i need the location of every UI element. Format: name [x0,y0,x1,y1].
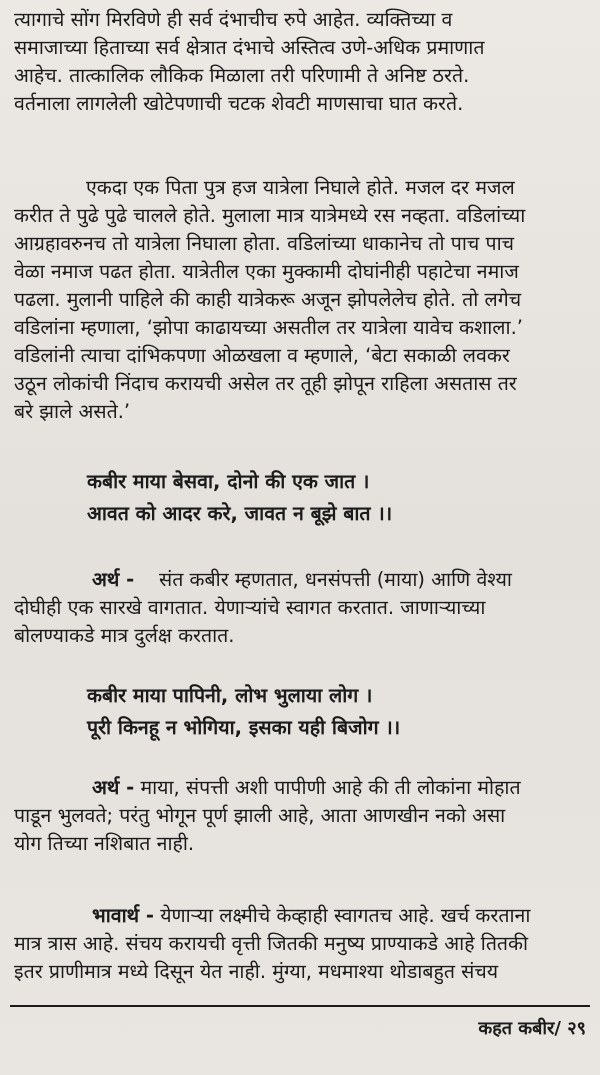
text-line [14,566,588,594]
text-line: आहेच. तात्कालिक लौकिक मिळाला तरी परिणामी ते अनिष्ट ठरते. [14,64,470,87]
meaning-term: अर्थ - [92,568,135,591]
paragraph-story [14,174,588,426]
couplet-1 [87,466,392,530]
footer-divider [10,1005,590,1007]
text-line: वडिलांना म्हणाला, ‘झोपा काढायच्या असतील तर यात्रेला यावेच कशाला.’ [14,316,523,339]
text-line: वडिलांनी त्याचा दांभिकपणा ओळखला व म्हणाले, ‘बेटा सकाळी लवकर [14,344,510,367]
page-number: २९ [567,1018,586,1039]
text-line: बोलण्याकडे मात्र दुर्लक्ष करतात. [14,624,235,647]
text-line-content: एकदा एक पिता पुत्र हज यात्रेला निघाले होते. मजल दर मजल [86,176,515,199]
text-line-content: येणाऱ्या लक्ष्मीचे केव्हाही स्वागतच आहे. खर्च करताना [160,904,531,927]
essence-term: भावार्थ - [92,904,154,927]
text-line: दोघीही एक सारखे वागतात. येणाऱ्यांचे स्वागत करतात. जाणाऱ्याच्या [14,596,486,619]
essence-paragraph [14,902,588,986]
text-line: पाडून भुलवते; परंतु भोगून पूर्ण झाली आहे, आता आणखीन नको असा [14,804,506,827]
text-line: योग तिच्या नशिबात नाही. [14,832,195,855]
page-footer [478,1016,586,1040]
text-line: आग्रहावरुनच तो यात्रेला निघाला होता. वडिलांच्या धाकानेच तो पाच पाच [14,232,515,255]
text-line-content: माया, संपत्ती अशी पापीणी आहे की ती लोकांना मोहात [140,776,521,799]
text-line: मात्र त्रास आहे. संचय करायची वृत्ती जितकी मनुष्य प्राण्याकडे आहे तितकी [14,932,529,955]
book-title: कहत कबीर/ [478,1018,561,1039]
couplet-line: पूरी किनहू न भोगिया, इसका यही बिजोग ।। [87,716,401,739]
paragraph-intro [14,6,588,118]
text-line: त्यागाचे सोंग मिरविणे ही सर्व दंभाचीच रुपे आहेत. व्यक्तिच्या व [14,8,453,31]
text-line: समाजाच्या हिताच्या सर्व क्षेत्रात दंभाचे अस्तित्व उणे-अधिक प्रमाणात [14,36,485,59]
text-line [14,774,588,802]
text-line [14,902,588,930]
text-line: करीत ते पुढे पुढे चालले होते. मुलाला मात्र यात्रेमध्ये रस नव्हता. वडिलांच्या [14,204,526,227]
couplet-line: आवत को आदर करे, जावत न बूझे बात ।। [87,502,393,525]
meaning-2 [14,774,588,858]
couplet-line: कबीर माया बेसवा, दोनो की एक जात । [87,470,370,493]
couplet-2 [87,680,400,744]
text-line: वेळा नमाज पढत होता. यात्रेतील एका मुक्कामी दोघांनीही पहाटेचा नमाज [14,260,519,283]
meaning-1 [14,566,588,650]
text-line: वर्तनाला लागलेली खोटेपणाची चटक शेवटी माणसाचा घात करते. [14,92,464,115]
text-line: इतर प्राणीमात्र मध्ये दिसून येत नाही. मुंग्या, मधमाश्या थोडाबहुत संचय [14,960,499,983]
text-line: बरे झाले असते.’ [14,400,131,423]
text-line: उठून लोकांची निंदाच करायची असेल तर तूही झोपून राहिला असतास तर [14,372,517,395]
text-line: पढला. मुलानी पाहिले की काही यात्रेकरू अजून झोपलेलेच होते. तो लगेच [14,288,522,311]
text-line [14,174,588,202]
text-line-content: संत कबीर म्हणतात, धनसंपत्ती (माया) आणि वेश्या [159,568,512,591]
meaning-term: अर्थ - [92,776,135,799]
couplet-line: कबीर माया पापिनी, लोभ भुलाया लोग । [87,684,373,707]
